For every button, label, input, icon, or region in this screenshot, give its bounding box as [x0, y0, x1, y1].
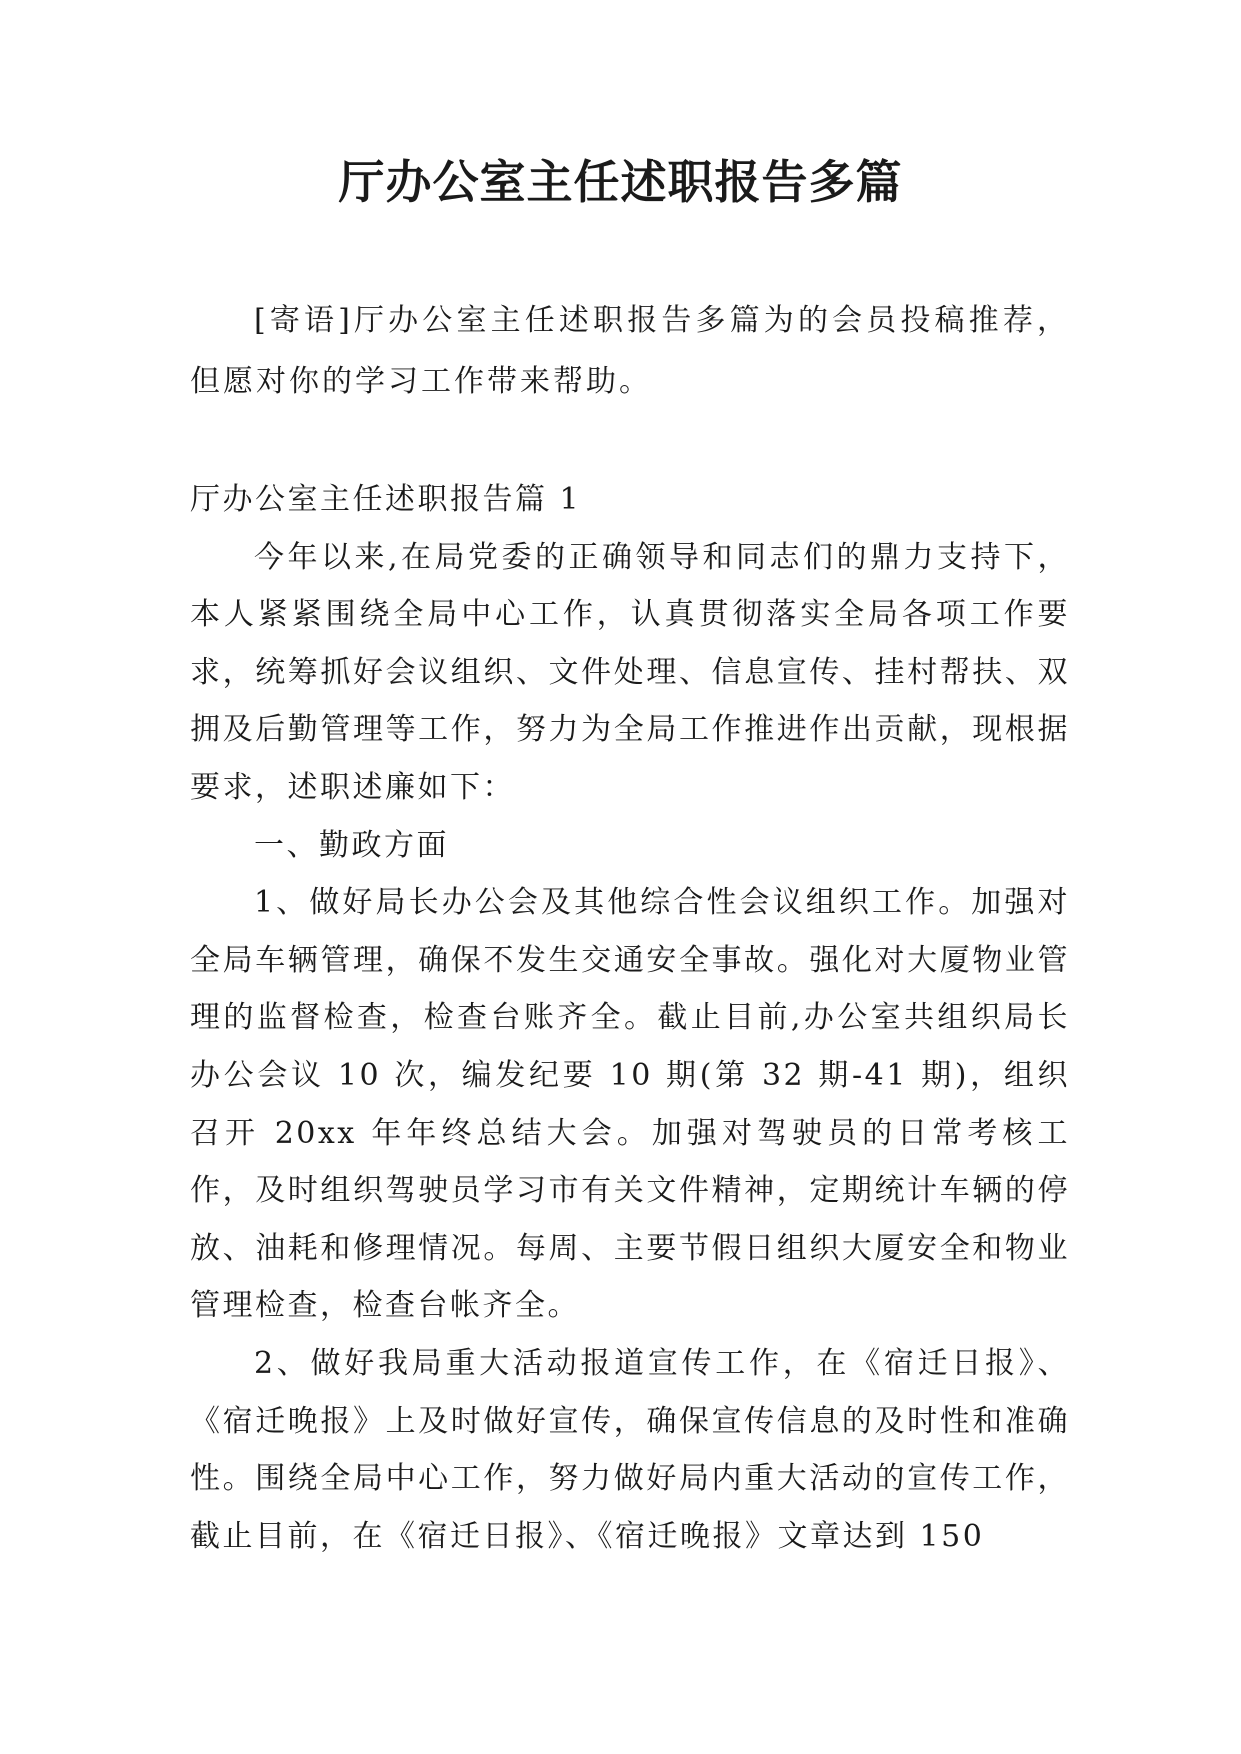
preface-block [190, 290, 1070, 412]
document-title: 厅办公室主任述职报告多篇 [338, 155, 903, 209]
section-heading: 厅办公室主任述职报告篇 1 [190, 482, 582, 517]
subsection-heading-diligence: 一、勤政方面 [254, 827, 449, 863]
body-paragraph-item-1: 1、做好局长办公会及其他综合性会议组织工作。加强对全局车辆管理，确保不发生交通安全事故。强化对大厦物业管理的监督检查，检查台账齐全。截止目前,办公室共组织局长办公会议 10 次，编发纪要 10 期(第 32 期-41 期)，组织召开 20xx 年年终总结大会。加强对驾驶员的日常考核工作，及时组织驾驶员学习市有关文件精神，定期统计车辆的停放、油耗和修理情况。每周、主要节假日组织大厦安全和物业管理检查，检查台帐齐全。 [190, 885, 1070, 1324]
body-paragraph-item-2: 2、做好我局重大活动报道宣传工作，在《宿迁日报》、《宿迁晚报》上及时做好宣传，确保宣传信息的及时性和准确性。围绕全局中心工作，努力做好局内重大活动的宣传工作，截止目前，在《宿迁日报》、《宿迁晚报》文章达到 150 [190, 1345, 1070, 1554]
report-body [190, 471, 1070, 1565]
preface-paragraph: [寄语]厅办公室主任述职报告多篇为的会员投稿推荐，但愿对你的学习工作带来帮助。 [190, 303, 1070, 399]
body-paragraph-intro: 今年以来,在局党委的正确领导和同志们的鼎力支持下，本人紧紧围绕全局中心工作，认真贯彻落实全局各项工作要求，统筹抓好会议组织、文件处理、信息宣传、挂村帮扶、双拥及后勤管理等工作，努力为全局工作推进作出贡献，现根据要求，述职述廉如下： [190, 539, 1070, 805]
